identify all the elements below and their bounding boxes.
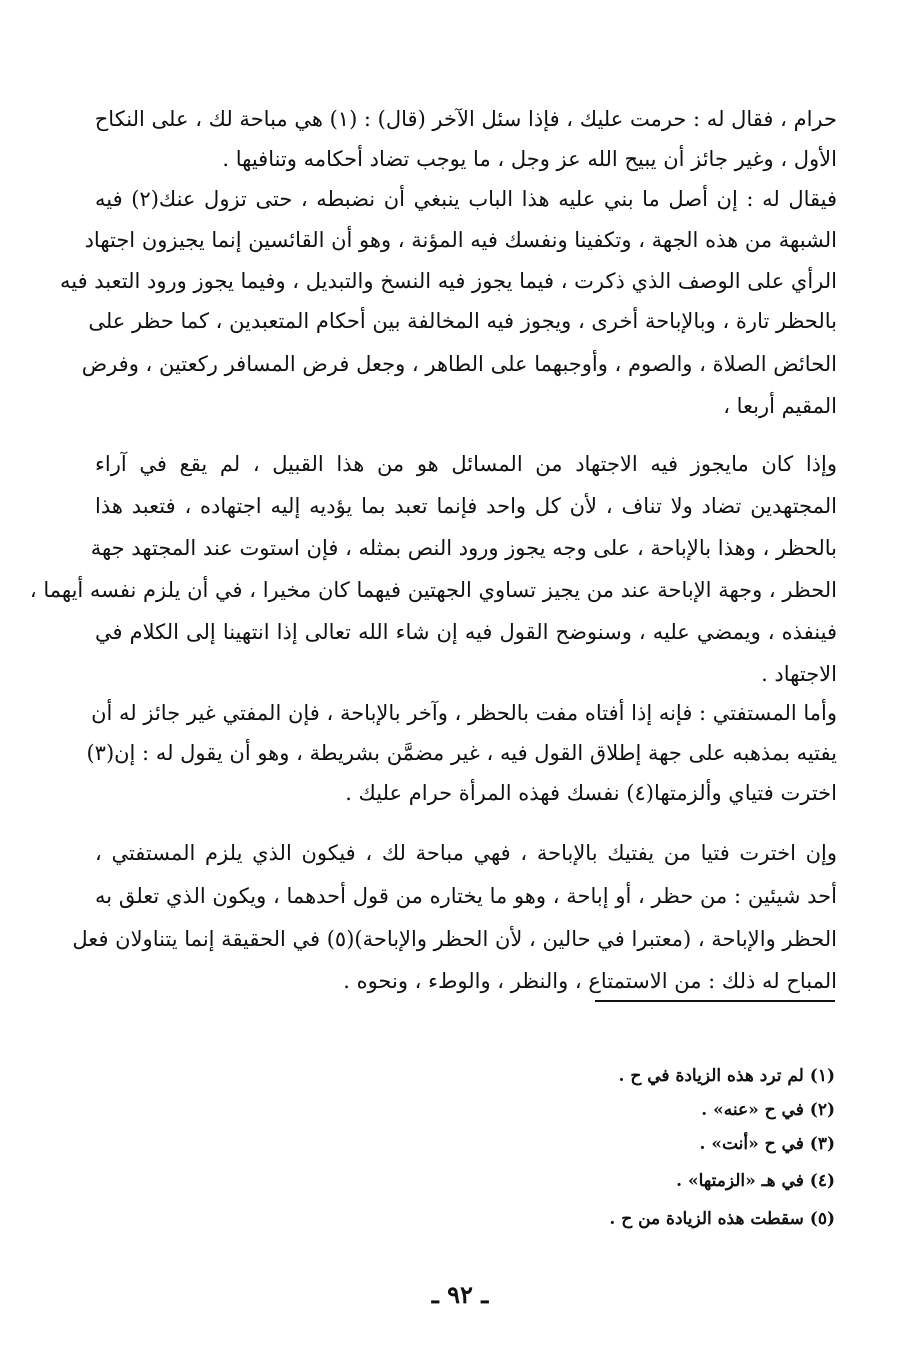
footnote: (٣) في ح «أنت» . <box>699 1134 835 1154</box>
body-line: بالحظر ، وهذا بالإباحة ، على وجه يجوز ورود النص بمثله ، فإن استوت عند المجتهد جهة <box>90 536 837 560</box>
body-line: الحظر والإباحة ، (معتبرا في حالين ، لأن الحظر والإباحة)(٥) في الحقيقة إنما يتناولان فعل <box>72 927 837 951</box>
body-line: فيقال له : إن أصل ما بني عليه هذا الباب ينبغي أن نضبطه ، حتى تزول عنك(٢) فيه <box>95 187 837 211</box>
body-line: أحد شيئين : من حظر ، أو إباحة ، وهو ما يختاره من قول أحدهما ، ويكون الذي تعلق به <box>95 884 837 908</box>
footnote: (٢) في ح «عنه» . <box>701 1100 835 1120</box>
body-line: الرأي على الوصف الذي ذكرت ، فيما يجوز فيه النسخ والتبديل ، وفيما يجوز ورود التعبد فيه <box>59 269 837 293</box>
body-line: يفتيه بمذهبه على جهة إطلاق القول فيه ، غير مضمَّن بشريطة ، وهو أن يقول له : إن(٣) <box>86 741 837 765</box>
page-number: ـ ٩٢ ـ <box>431 1280 489 1309</box>
footnote-divider <box>595 1000 835 1002</box>
body-line: المجتهدين تضاد ولا تناف ، لأن كل واحد فإنما تعبد بما يؤديه إليه اجتهاده ، فتعبد هذا <box>95 494 837 518</box>
body-line: الحظر ، وجهة الإباحة عند من يجيز تساوي الجهتين فيهما كان مخيرا ، في أن يلزم نفسه أيهما ، <box>29 578 837 602</box>
body-line: اخترت فتياي وألزمتها(٤) نفسك فهذه المرأة حرام عليك . <box>345 781 837 805</box>
body-line: الحائض الصلاة ، والصوم ، وأوجبهما على الطاهر ، وجعل فرض المسافر ركعتين ، وفرض <box>81 352 837 376</box>
footnote: (٤) في هـ «الزمتها» . <box>676 1171 835 1191</box>
body-line: وأما المستفتي : فإنه إذا أفتاه مفت بالحظر ، وآخر بالإباحة ، فإن المفتي غير جائز له أن <box>91 701 837 725</box>
body-line: الشبهة من هذه الجهة ، وتكفينا ونفسك فيه المؤنة ، وهو أن القائسين إنما يجيزون اجتهاد <box>84 228 837 252</box>
body-line: فينفذه ، ويمضي عليه ، وسنوضح القول فيه إن شاء الله تعالى إذا انتهينا إلى الكلام في <box>95 620 837 644</box>
body-line: المباح له ذلك : من الاستمتاع ، والنظر ، والوطء ، ونحوه . <box>343 969 837 993</box>
body-line: وإذا كان مايجوز فيه الاجتهاد من المسائل هو من هذا القبيل ، لم يقع في آراء <box>95 452 837 476</box>
body-line: المقيم أربعا ، <box>723 394 837 418</box>
footnote: (٥) سقطت هذه الزيادة من ح . <box>609 1209 835 1229</box>
body-line: بالحظر تارة ، وبالإباحة أخرى ، ويجوز فيه المخالفة بين أحكام المتعبدين ، كما حظر على <box>88 309 837 333</box>
body-line: الاجتهاد . <box>761 662 837 686</box>
body-line: حرام ، فقال له : حرمت عليك ، فإذا سئل الآخر (قال) : (١) هي مباحة لك ، على النكاح <box>94 107 837 131</box>
body-line: الأول ، وغير جائز أن يبيح الله عز وجل ، ما يوجب تضاد أحكامه وتنافيها . <box>222 147 837 171</box>
footnote: (١) لم ترد هذه الزيادة في ح . <box>618 1066 835 1086</box>
body-line: وإن اخترت فتيا من يفتيك بالإباحة ، فهي مباحة لك ، فيكون الذي يلزم المستفتي ، <box>95 841 837 865</box>
